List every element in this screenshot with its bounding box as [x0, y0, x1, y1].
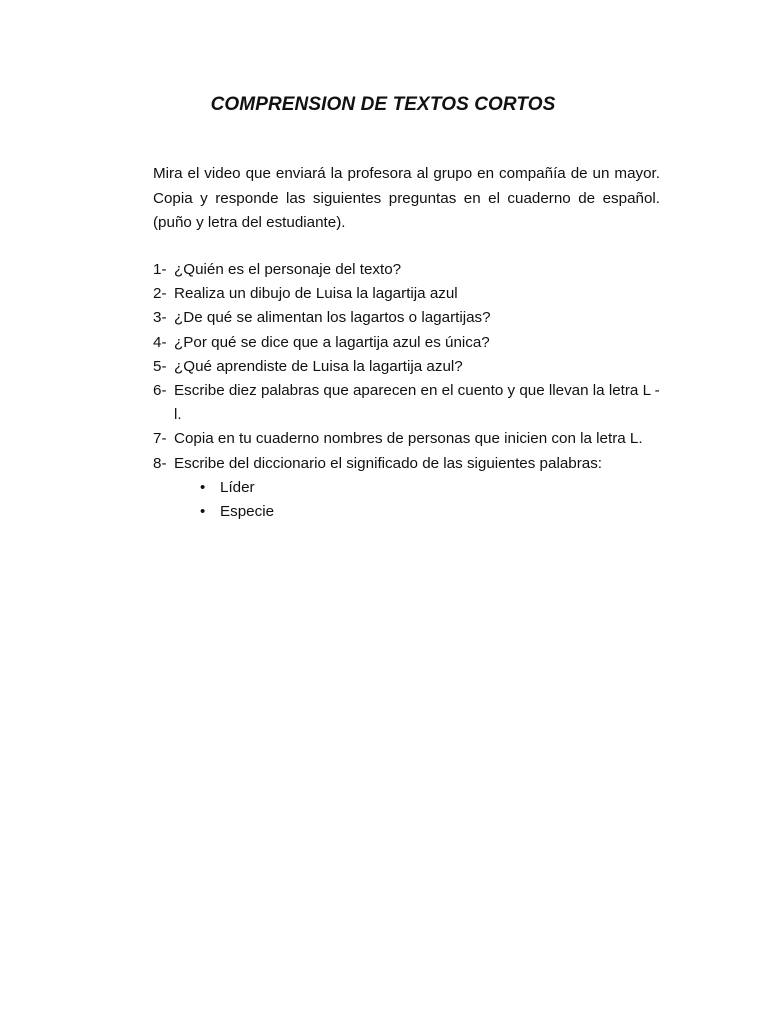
document-title [0, 94, 768, 116]
question-item [153, 331, 663, 355]
vocabulary-item [174, 476, 663, 500]
question-item [153, 306, 663, 330]
vocabulary-word: Especie [220, 503, 275, 521]
question-number: 1- [153, 261, 167, 278]
vocabulary-word: Líder [220, 478, 255, 496]
question-number: 5- [153, 357, 167, 375]
question-item [153, 258, 663, 282]
question-item [153, 452, 663, 525]
bullet-icon: • [200, 503, 206, 521]
question-number: 6- [153, 382, 167, 400]
question-item [153, 379, 663, 427]
question-number: 7- [153, 430, 167, 448]
question-text: Copia en tu cuaderno nombres de personas que inicien con la letra L. [174, 430, 643, 448]
question-text: ¿Qué aprendiste de Luisa la lagartija azul? [174, 357, 463, 375]
question-number: 3- [153, 309, 167, 327]
question-item [153, 427, 663, 451]
bullet-icon: • [200, 478, 206, 496]
vocabulary-item [174, 500, 663, 524]
vocabulary-list [174, 476, 663, 524]
question-text: Escribe del diccionario el significado de las siguientes palabras: [174, 454, 603, 472]
question-item [153, 282, 663, 306]
question-number: 8- [153, 454, 167, 472]
intro-paragraph: Mira el video que enviará la profesora al grupo en compañía de un mayor. Copia y responde las siguientes preguntas en el cuaderno de español. (puño y letra del estudiante). [153, 165, 660, 231]
question-text: ¿Por qué se dice que a lagartija azul es única? [174, 333, 490, 351]
question-text: Escribe diez palabras que aparecen en el cuento y que llevan la letra L -l. [174, 382, 660, 424]
question-text: ¿Quién es el personaje del texto? [174, 261, 402, 278]
title-text: COMPRENSION DE TEXTOS CORTOS [210, 94, 556, 115]
questions-list [153, 258, 663, 524]
question-item [153, 355, 663, 379]
question-number: 2- [153, 285, 167, 303]
question-number: 4- [153, 333, 167, 351]
question-text: ¿De qué se alimentan los lagartos o lagartijas? [174, 309, 491, 327]
question-text: Realiza un dibujo de Luisa la lagartija azul [174, 285, 458, 303]
